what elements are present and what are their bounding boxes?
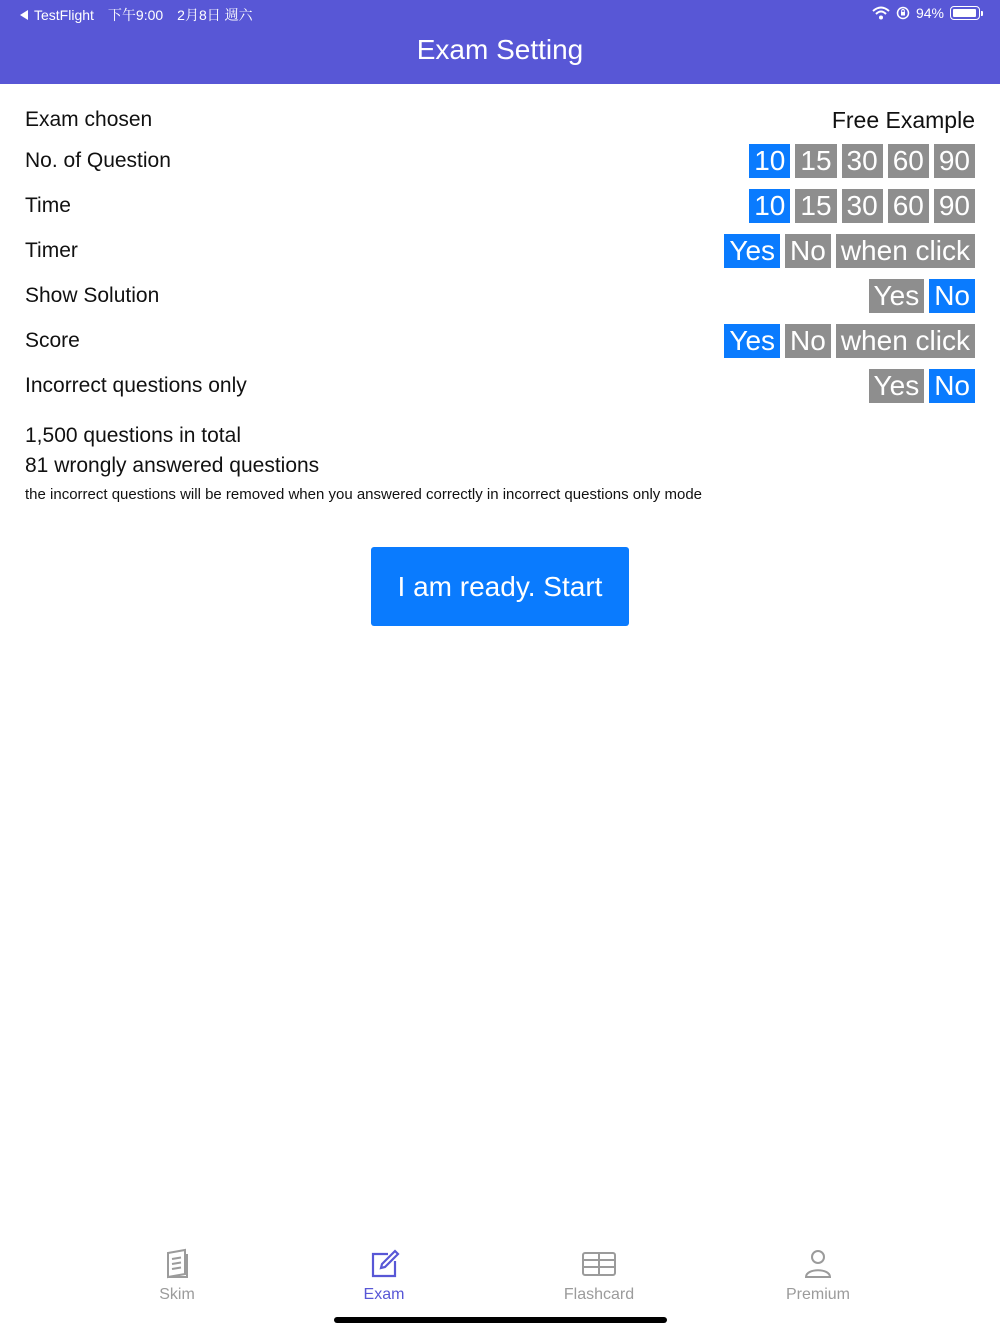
show-solution-option-yes[interactable]: Yes bbox=[869, 279, 925, 313]
tab-exam[interactable] bbox=[304, 1248, 464, 1304]
score-options bbox=[724, 324, 975, 358]
num-questions-row bbox=[25, 141, 975, 181]
time-label: Time bbox=[25, 194, 71, 217]
score-label: Score bbox=[25, 329, 80, 352]
tab-label: Premium bbox=[785, 1286, 850, 1303]
num-questions-label: No. of Question bbox=[25, 149, 171, 172]
back-triangle-icon bbox=[20, 10, 29, 20]
incorrect-only-option-yes[interactable]: Yes bbox=[869, 369, 925, 403]
back-to-app-link[interactable] bbox=[20, 7, 94, 23]
total-questions-text: 1,500 questions in total bbox=[25, 424, 241, 447]
show-solution-label: Show Solution bbox=[25, 284, 160, 307]
num-questions-option-30[interactable]: 30 bbox=[842, 144, 883, 178]
timer-option-yes[interactable]: Yes bbox=[724, 234, 780, 268]
navigation-header bbox=[0, 0, 1000, 84]
start-exam-button[interactable]: I am ready. Start bbox=[371, 547, 629, 626]
time-option-30[interactable]: 30 bbox=[842, 189, 883, 223]
status-time: 下午9:00 bbox=[107, 7, 164, 23]
wifi-icon bbox=[872, 6, 890, 20]
time-row bbox=[25, 186, 975, 226]
time-option-10[interactable]: 10 bbox=[749, 189, 790, 223]
incorrect-only-options bbox=[869, 369, 975, 403]
battery-icon bbox=[950, 6, 980, 20]
timer-option-when-click[interactable]: when click bbox=[836, 234, 975, 268]
num-questions-options bbox=[749, 144, 975, 178]
person-icon bbox=[803, 1248, 833, 1280]
timer-option-no[interactable]: No bbox=[785, 234, 831, 268]
score-row bbox=[25, 321, 975, 361]
incorrect-only-row bbox=[25, 366, 975, 406]
score-option-yes[interactable]: Yes bbox=[724, 324, 780, 358]
home-indicator bbox=[334, 1317, 667, 1323]
tab-premium[interactable] bbox=[738, 1248, 898, 1304]
incorrect-only-option-no[interactable]: No bbox=[929, 369, 975, 403]
tab-label: Skim bbox=[159, 1286, 195, 1303]
book-icon bbox=[163, 1248, 191, 1280]
time-option-90[interactable]: 90 bbox=[934, 189, 975, 223]
status-date: 2月8日 週六 bbox=[177, 7, 253, 23]
timer-options bbox=[724, 234, 975, 268]
orientation-lock-icon bbox=[896, 6, 910, 20]
page-title: Exam Setting bbox=[416, 34, 584, 65]
tab-label: Exam bbox=[363, 1286, 405, 1303]
timer-row bbox=[25, 231, 975, 271]
status-right bbox=[872, 5, 980, 21]
num-questions-option-10[interactable]: 10 bbox=[749, 144, 790, 178]
num-questions-option-90[interactable]: 90 bbox=[934, 144, 975, 178]
status-left bbox=[20, 5, 253, 25]
incorrect-mode-note: the incorrect questions will be removed when you answered correctly in incorrect questions only mode bbox=[25, 486, 702, 503]
tab-label: Flashcard bbox=[563, 1286, 635, 1303]
battery-percent: 94% bbox=[915, 5, 944, 21]
tab-bar bbox=[0, 1236, 1000, 1316]
tab-flashcard[interactable] bbox=[519, 1248, 679, 1304]
incorrect-only-label: Incorrect questions only bbox=[25, 374, 247, 397]
grid-icon bbox=[581, 1248, 617, 1280]
exam-chosen-value: Free Example bbox=[831, 106, 975, 133]
time-options bbox=[749, 189, 975, 223]
num-questions-option-15[interactable]: 15 bbox=[795, 144, 836, 178]
num-questions-option-60[interactable]: 60 bbox=[888, 144, 929, 178]
exam-chosen-row bbox=[25, 100, 975, 140]
back-app-label: TestFlight bbox=[34, 7, 94, 23]
time-option-60[interactable]: 60 bbox=[888, 189, 929, 223]
time-option-15[interactable]: 15 bbox=[795, 189, 836, 223]
timer-label: Timer bbox=[25, 239, 78, 262]
score-option-when-click[interactable]: when click bbox=[836, 324, 975, 358]
status-bar bbox=[0, 0, 1000, 28]
show-solution-options bbox=[869, 279, 975, 313]
edit-icon bbox=[368, 1248, 400, 1280]
show-solution-row bbox=[25, 276, 975, 316]
exam-chosen-label: Exam chosen bbox=[25, 108, 153, 131]
battery-level bbox=[953, 9, 976, 17]
show-solution-option-no[interactable]: No bbox=[929, 279, 975, 313]
tab-skim[interactable] bbox=[97, 1248, 257, 1304]
wrong-questions-text: 81 wrongly answered questions bbox=[25, 454, 320, 477]
score-option-no[interactable]: No bbox=[785, 324, 831, 358]
